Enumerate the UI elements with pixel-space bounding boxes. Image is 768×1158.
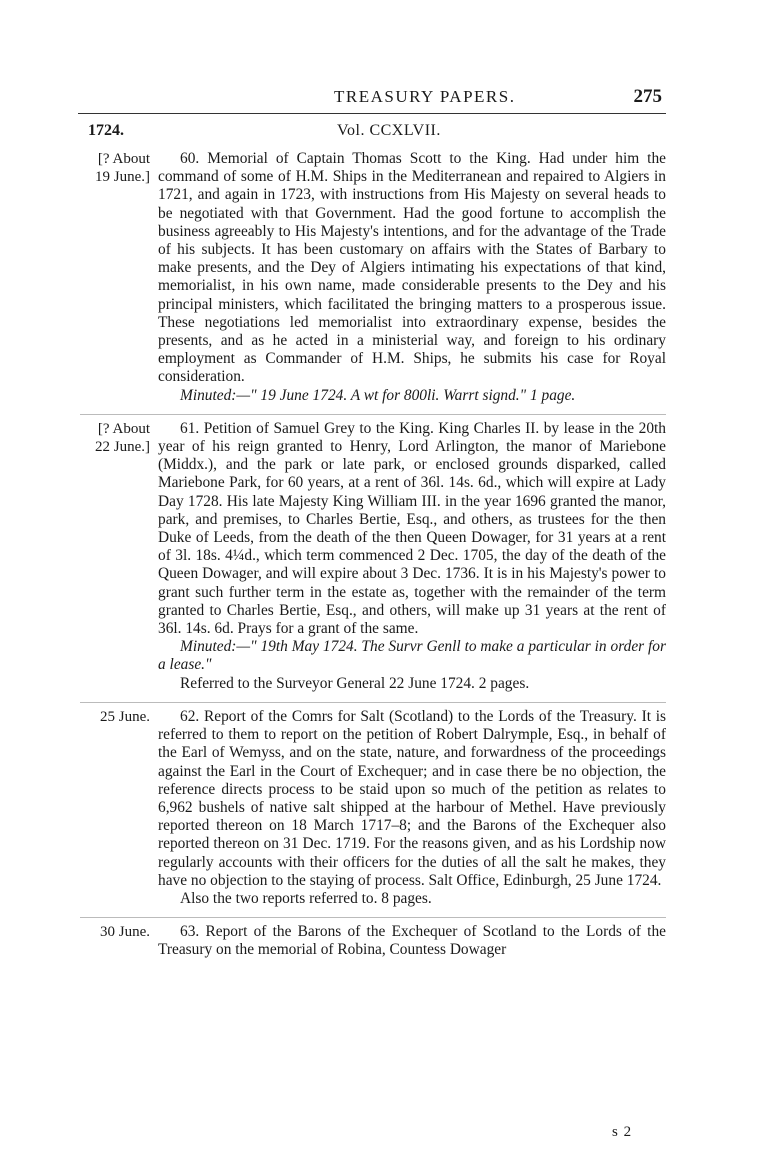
entry-note: Referred to the Surveyor General 22 June 1724. 2 pages. <box>180 674 530 692</box>
volume-label: Vol. CCXLVII. <box>337 122 441 139</box>
entry-date: 25 June. <box>100 708 150 725</box>
page-header <box>80 86 662 108</box>
header-rule <box>78 113 666 114</box>
entry-body: 63. Report of the Barons of the Exchequer of Scotland to the Lords of the Treasury on the memorial of Robina, Countess Dowager <box>158 923 666 959</box>
running-title: TREASURY PAPERS. <box>334 87 516 106</box>
entry-63 <box>80 917 666 959</box>
page-number: 275 <box>633 86 662 107</box>
entry-date: [? About 19 June.] <box>95 151 150 185</box>
signature-mark: s 2 <box>612 1124 633 1140</box>
entry-62 <box>80 702 666 908</box>
entry-body: 61. Petition of Samuel Grey to the King. King Charles II. by lease in the 20th year of his reign granted to Henry, Lord Arlington, the manor of Mariebone (Middx.), and the park or late park, or enclosed grounds disparked, called Mariebone Park, for 60 years, at a rent of 36l. 14s. 6d., which will expire at Lady Day 1728. His late Majesty King William III. in the year 1696 granted the manor, park, and premises, to Charles Bertie, Esq., and others, as trustees for the then Duke of Leeds, from the death of the then Queen Dowager, for 31 years at a rent of 3l. 18s. 4¼d., which term commenced 2 Dec. 1705, the day of the death of the Queen Dowager, and will expire about 3 Dec. 1736. It is in his Majesty's power to grant such further term in the estate as, together with the remainder of the term granted to Charles Bertie, Esq., and others, will make up 31 years at the rent of 36l. 14s. 6d. Prays for a grant of the same. <box>158 419 666 638</box>
entry-body: 60. Memorial of Captain Thomas Scott to the King. Had under him the command of some of H.M. Ships in the Mediterranean and repaired to Algiers in 1721, and again in 1723, with instructions from His Majesty on several heads to be negotiated with that Government. Had the good fortune to accomplish the business agreeably to His Majesty's intentions, and for the advantage of the Trade of his subjects. It has been customary on affairs with the States of Barbary to make presents, and the Dey of Algiers intimating his expectations of that kind, memorialist, in his own name, made considerable presents to the Dey and his principal ministers, which facilitated the bringing matters to a prosperous issue. These negotiations led memorialist into extraordinary expense, besides the presents, and as he acted in a ministerial way, and foreign to his ordinary employment as Commander of H.M. Ships, he submits his case for Royal consideration. <box>158 150 666 386</box>
entry-61 <box>80 414 666 693</box>
entry-body: 62. Report of the Comrs for Salt (Scotland) to the Lords of the Treasury. It is referred to them to report on the petition of Robert Dalrymple, Esq., in behalf of the Earl of Wemyss, and on the state, nature, and forwardness of the proceedings against the Earl in the Court of Exchequer; and in case there be no objection, the reference directs process to be staid upon so much of the petition as relates to 6,962 bushels of native salt shipped at the harbour of Methel. Have previously reported thereon on 18 March 1717–8; and the Barons of the Exchequer also reported thereon on 31 Dec. 1719. For the reasons given, and as his Lordship now regularly accounts with their officers for the duties of all the salt he makes, they have no objection to the staying of process. Salt Office, Edinburgh, 25 June 1724. <box>158 707 666 889</box>
year-label: 1724. <box>88 122 124 139</box>
entries-list <box>80 150 666 969</box>
volume-line <box>80 118 666 144</box>
entry-date: [? About 22 June.] <box>95 420 150 455</box>
entry-minute: Minuted:—" 19th May 1724. The Survr Genll to make a particular in order for a lease." <box>158 638 666 674</box>
entry-minute: Minuted:—" 19 June 1724. A wt for 800li. Warrt signd." 1 page. <box>180 386 576 404</box>
entry-note: Also the two reports referred to. 8 pages. <box>180 889 432 907</box>
entry-60 <box>80 150 666 405</box>
entry-date: 30 June. <box>100 924 150 941</box>
